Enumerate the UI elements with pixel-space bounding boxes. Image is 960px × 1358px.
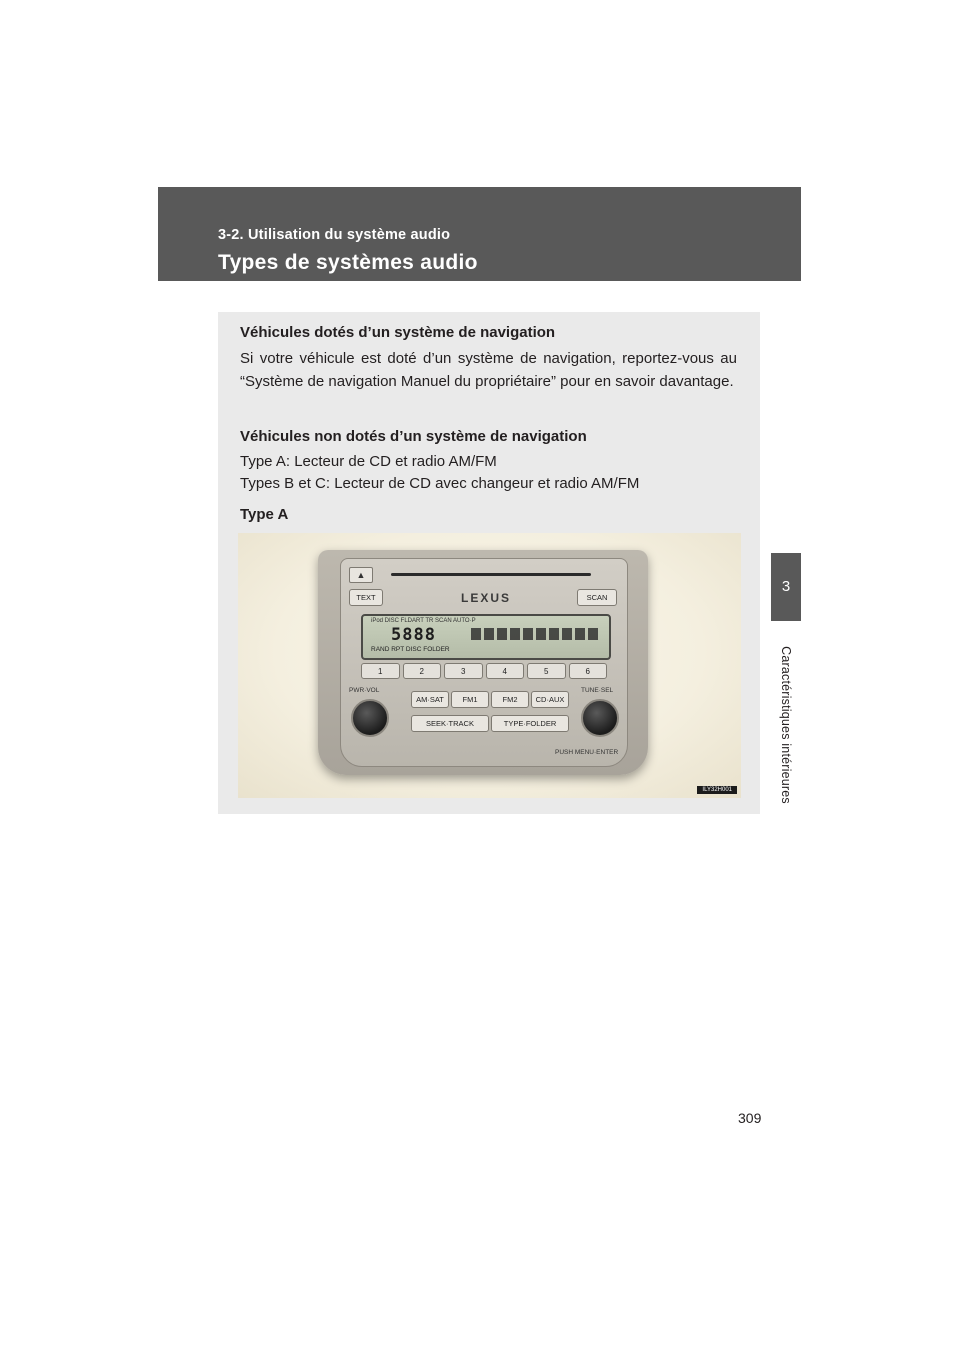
preset-buttons bbox=[361, 663, 607, 679]
page-number: 309 bbox=[738, 1110, 762, 1126]
preset-5: 5 bbox=[527, 663, 566, 679]
type-folder-button: TYPE·FOLDER bbox=[491, 715, 569, 732]
preset-1: 1 bbox=[361, 663, 400, 679]
seek-track-button: SEEK·TRACK bbox=[411, 715, 489, 732]
heading-no-nav: Véhicules non dotés d’un système de navigation bbox=[240, 428, 587, 445]
fm1-button: FM1 bbox=[451, 691, 489, 708]
tune-knob bbox=[581, 699, 619, 737]
paragraph-nav: Si votre véhicule est doté d’un système de navigation, reportez-vous au “Système de navigation Manuel du propriétaire” pour en savoir davantage. bbox=[240, 350, 737, 390]
menu-enter-label: PUSH MENU·ENTER bbox=[555, 749, 619, 756]
type-a-description: Type A: Lecteur de CD et radio AM/FM bbox=[240, 453, 497, 470]
preset-4: 4 bbox=[486, 663, 525, 679]
tune-sel-label: TUNE·SEL bbox=[581, 687, 614, 694]
am-sat-button: AM·SAT bbox=[411, 691, 449, 708]
chapter-tab[interactable]: 3 bbox=[771, 553, 801, 621]
type-a-label: Type A bbox=[240, 506, 289, 523]
preset-6: 6 bbox=[569, 663, 608, 679]
volume-knob bbox=[351, 699, 389, 737]
preset-3: 3 bbox=[444, 663, 483, 679]
text-button: TEXT bbox=[349, 589, 383, 606]
photo-code: ILY32H001 bbox=[697, 786, 737, 794]
fm2-button: FM2 bbox=[491, 691, 529, 708]
lcd-segments bbox=[471, 628, 601, 640]
lexus-logo: LEXUS bbox=[460, 591, 511, 605]
page-title: Types de systèmes audio bbox=[218, 251, 478, 274]
cd-slot bbox=[391, 573, 591, 576]
radio-photo bbox=[238, 533, 741, 798]
lcd-digits: 5888 bbox=[391, 625, 436, 645]
radio-unit bbox=[318, 550, 648, 775]
lcd-bottom-row: RAND RPT DISC FOLDER bbox=[371, 646, 450, 653]
cd-aux-button: CD·AUX bbox=[531, 691, 569, 708]
section-heading: 3-2. Utilisation du système audio bbox=[218, 227, 451, 243]
eject-icon: ▲ bbox=[349, 567, 373, 583]
pwr-vol-label: PWR·VOL bbox=[349, 687, 380, 694]
chapter-label bbox=[772, 640, 800, 810]
header-bar bbox=[158, 187, 801, 281]
preset-2: 2 bbox=[403, 663, 442, 679]
scan-button: SCAN bbox=[577, 589, 617, 606]
type-bc-description: Types B et C: Lecteur de CD avec changeur et radio AM/FM bbox=[240, 475, 640, 492]
chapter-label-text: Caractéristiques intérieures bbox=[779, 646, 793, 804]
lcd-display bbox=[361, 614, 611, 660]
lcd-top-row: iPod DISC FLDART TR SCAN AUTO·P bbox=[371, 618, 476, 624]
source-controls bbox=[411, 691, 569, 751]
heading-nav: Véhicules dotés d’un système de navigation bbox=[240, 324, 556, 341]
radio-faceplate bbox=[340, 558, 628, 767]
